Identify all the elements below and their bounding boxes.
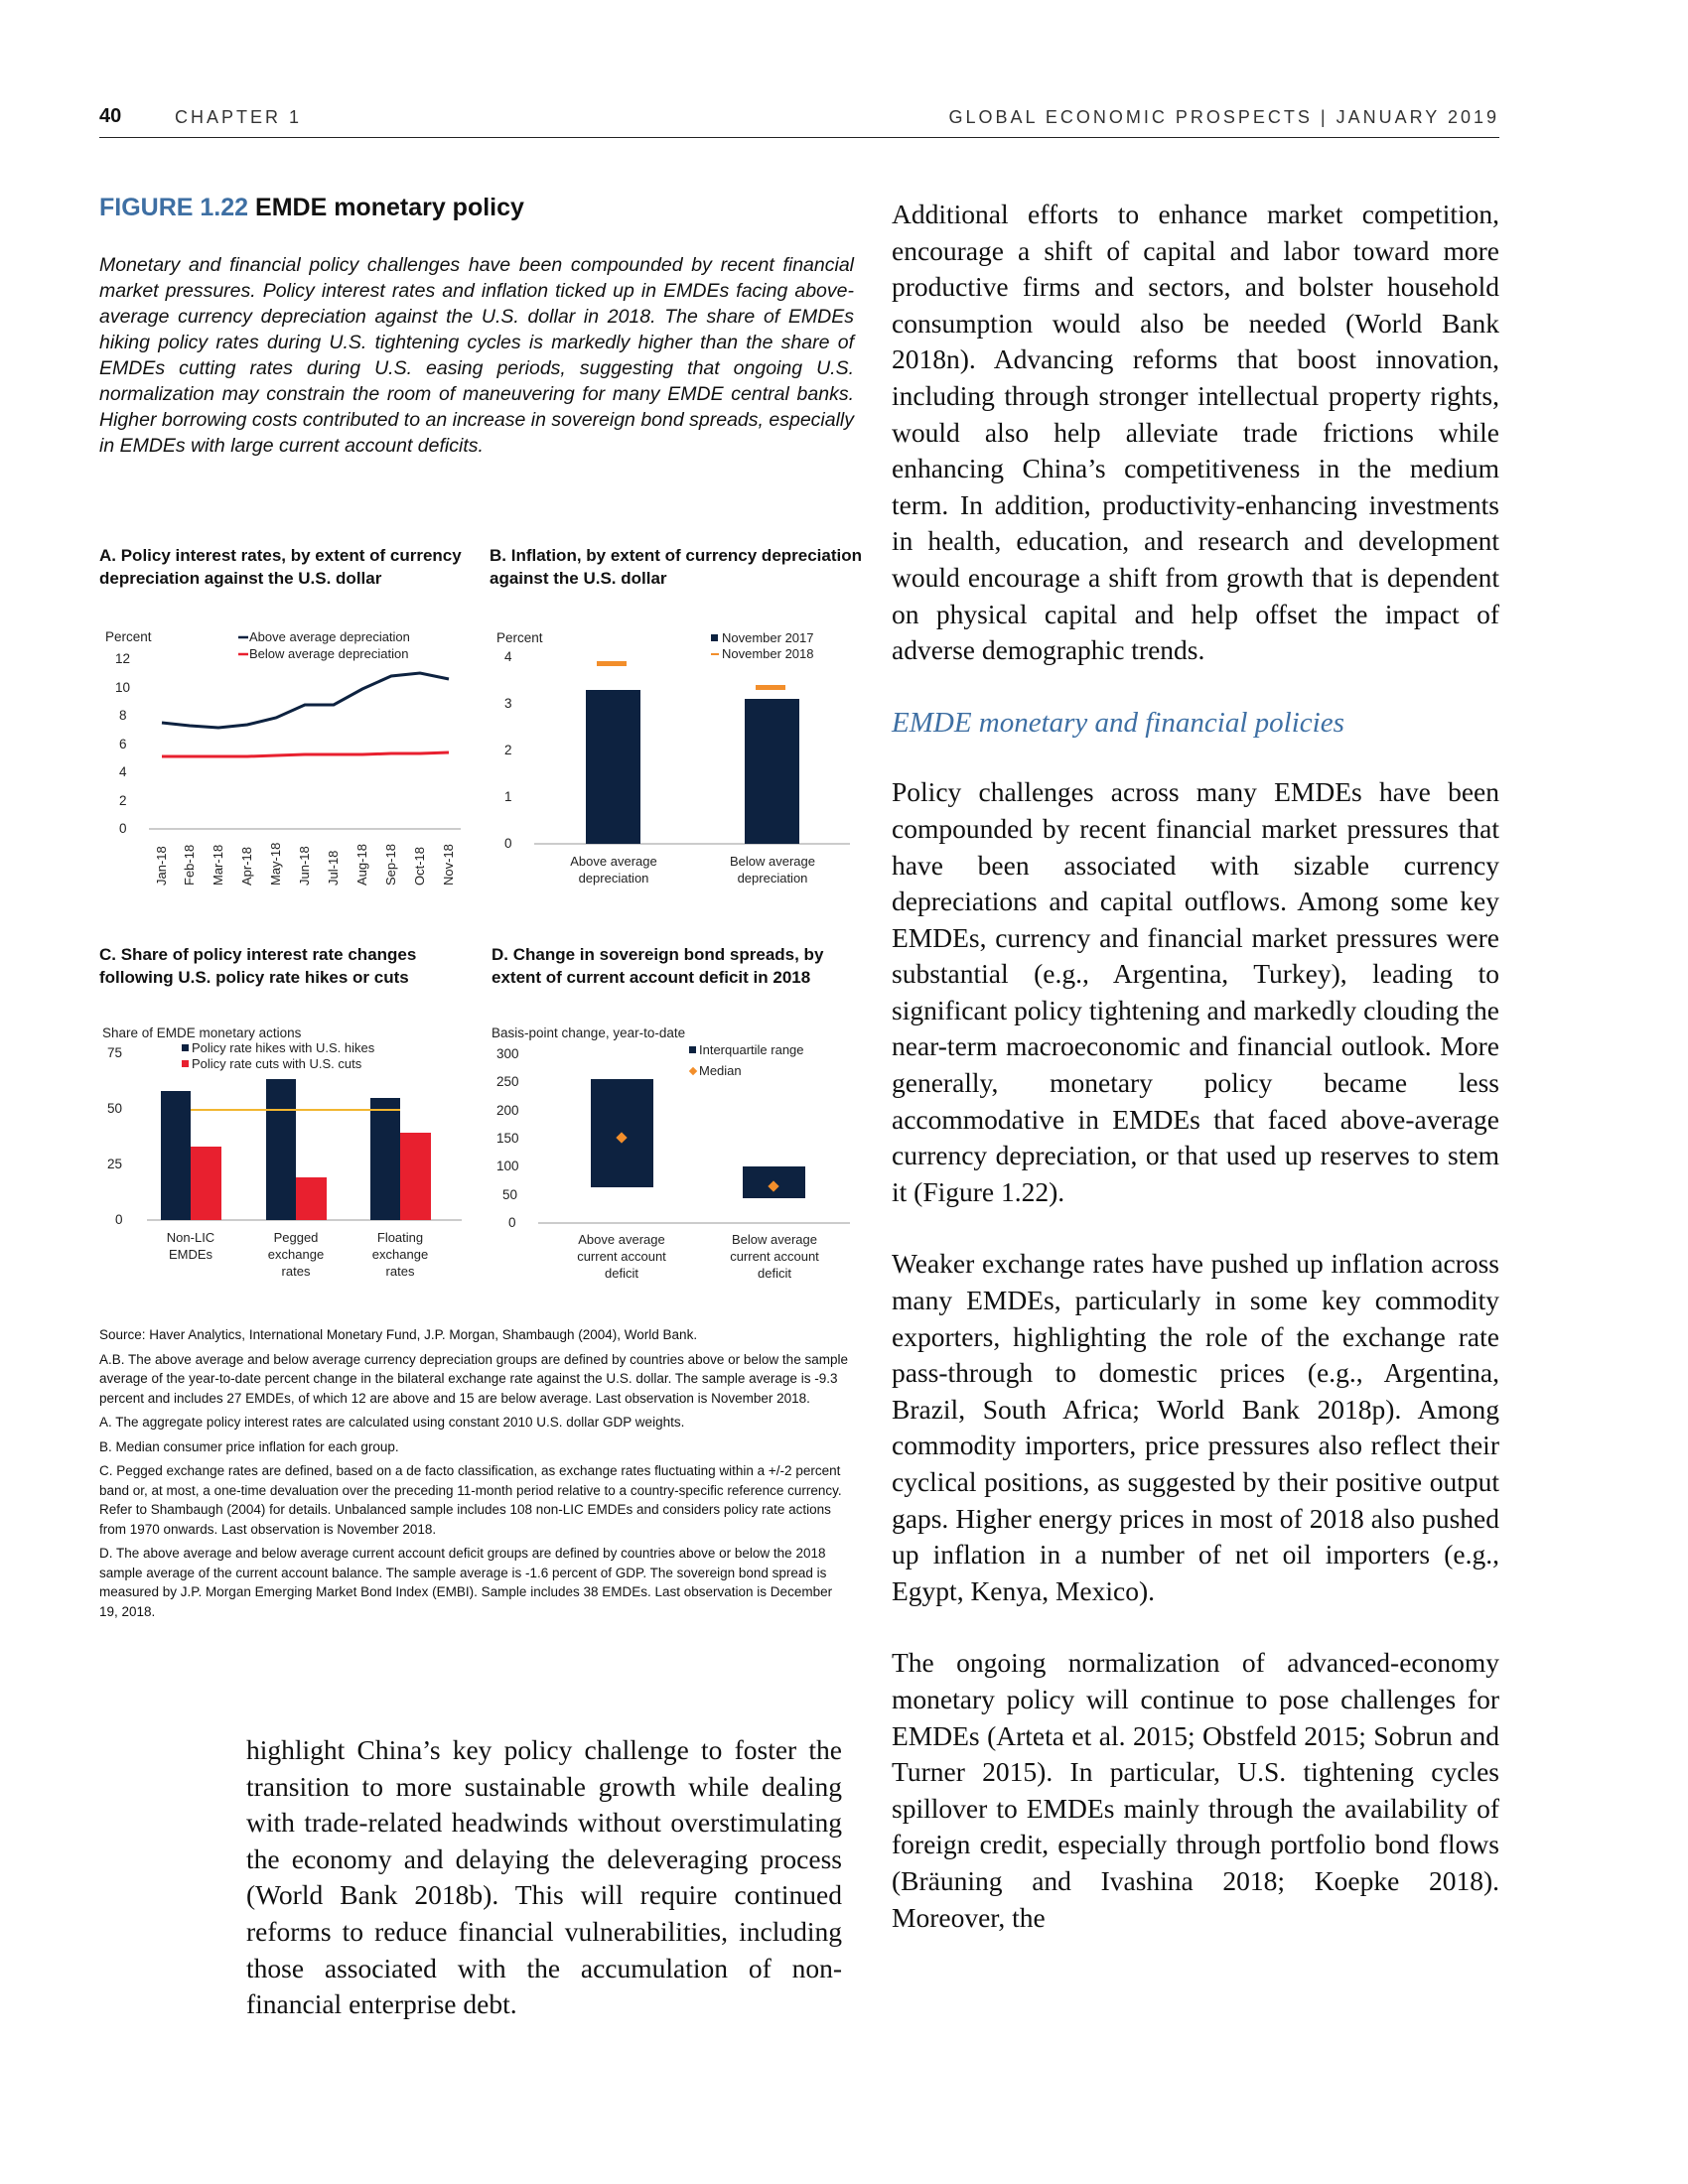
svg-text:3: 3 [504, 696, 512, 711]
line-below-average [162, 752, 449, 756]
svg-text:25: 25 [107, 1157, 123, 1171]
paragraph-normalization: The ongoing normalization of advanced-economy monetary policy will continue to pose challenges for EMDEs (Arteta et al. 2015; Obstfeld 2015; Sobrun and Turner 2015). In particular, U.S. tightening cycles spillover to EMDEs mainly through the availability of foreign credit, especially through portfolio bond flows (Bräuning and Ivashina 2018; Koepke 2018). Moreover, the [892, 1647, 1499, 1933]
figure-notes [99, 1325, 854, 1626]
svg-text:0: 0 [119, 821, 127, 836]
svg-text:Pegged: Pegged [273, 1230, 319, 1245]
panel-b-title: B. Inflation, by extent of currency depreciation against the U.S. dollar [490, 546, 863, 588]
chart-d-legend [689, 1042, 804, 1078]
figure-summary: Monetary and financial policy challenges have been compounded by recent financial market pressures. Policy interest rates and inflation ticked up in EMDEs facing above-average currency depreciation against the U.S. dollar in 2018. The share of EMDEs hiking policy rates during U.S. tightening cycles is markedly higher than the share of EMDEs cutting rates during U.S. easing periods, suggesting that ongoing U.S. normalization may constrain the room of maneuvering for many EMDE central banks. Higher borrowing costs contributed to an increase in sovereign bond spreads, especially in EMDEs with large current account deficits. [99, 254, 854, 457]
svg-text:100: 100 [496, 1159, 519, 1173]
svg-text:2: 2 [504, 743, 512, 757]
chart-d-ylabel: Basis-point change, year-to-date [492, 1025, 686, 1040]
chapter-label: CHAPTER 1 [175, 107, 303, 127]
note-a: A. The aggregate policy interest rates are calculated using constant 2010 U.S. dollar GDP weights. [99, 1415, 685, 1430]
chart-d-yaxis [496, 1046, 519, 1230]
svg-text:Apr-18: Apr-18 [239, 846, 254, 886]
svg-text:0: 0 [508, 1215, 516, 1230]
svg-text:current account: current account [730, 1249, 819, 1264]
publication-title: GLOBAL ECONOMIC PROSPECTS | JANUARY 2019 [948, 107, 1499, 127]
svg-text:Below average: Below average [730, 854, 815, 869]
chart-b-ylabel: Percent [496, 630, 543, 645]
paragraph-competition: Additional efforts to enhance market competition, encourage a shift of capital and labor toward more productive firms and sectors, and bolster household consumption would also be needed (World Bank 2018n). Advancing reforms that boost innovation, including through stronger intellectual property rights, would also help alleviate trade frictions while enhancing China’s competitiveness in the medium term. In addition, productivity-enhancing investments in health, education, and research and development would encourage a shift from growth that is dependent on physical capital and help offset the impact of adverse demographic trends. [892, 199, 1499, 666]
svg-text:depreciation: depreciation [737, 871, 808, 886]
svg-text:November 2017: November 2017 [722, 630, 814, 645]
svg-text:EMDEs: EMDEs [168, 1247, 213, 1262]
svg-text:Feb-18: Feb-18 [182, 844, 197, 886]
marker-above-nov2018 [597, 661, 627, 666]
note-c: C. Pegged exchange rates are defined, based on a de facto classification, as exchange rates fluctuating within a +/-2 percent band or, at most, a one-time devaluation over the preceding 11-month period relative to a country-specific reference currency. Refer to Shambaugh (2004) for details. Unbalanced sample includes 108 non-LIC EMDEs and considers policy rate actions from 1970 onwards. Last observation is November 2018. [99, 1463, 842, 1537]
bar-floating-hikes [370, 1098, 400, 1220]
chart-b-legend [711, 630, 814, 661]
svg-text:November 2018: November 2018 [722, 646, 814, 661]
note-b: B. Median consumer price inflation for each group. [99, 1438, 399, 1454]
svg-text:200: 200 [496, 1103, 519, 1118]
svg-text:Above average: Above average [578, 1232, 665, 1247]
svg-text:Policy rate hikes with U.S. hi: Policy rate hikes with U.S. hikes [192, 1040, 375, 1055]
bar-nonlic-hikes [161, 1091, 191, 1220]
panel-a [99, 544, 477, 590]
panel-b [490, 544, 867, 590]
svg-text:deficit: deficit [605, 1266, 638, 1281]
svg-text:exchange: exchange [371, 1247, 429, 1262]
note-ab: A.B. The above average and below average currency depreciation groups are defined by countries above or below the sample average of the year-to-date percent change in the bilateral exchange rate against the U.S. dollar. The sample average is -9.3 percent and includes 27 EMDEs, of which 12 are above and 15 are below average. Last observation is November 2018. [99, 1351, 848, 1406]
svg-text:depreciation: depreciation [578, 871, 649, 886]
svg-text:250: 250 [496, 1074, 519, 1089]
chart-c-ylabel: Share of EMDE monetary actions [102, 1025, 302, 1040]
panel-c-title: C. Share of policy interest rate changes following U.S. policy rate hikes or cuts [99, 945, 417, 987]
svg-text:0: 0 [504, 836, 512, 851]
svg-text:Below average depreciation: Below average depreciation [249, 646, 409, 661]
svg-text:Sep-18: Sep-18 [383, 844, 398, 886]
panel-c [99, 943, 477, 989]
svg-text:Oct-18: Oct-18 [412, 846, 427, 886]
svg-text:Aug-18: Aug-18 [354, 844, 369, 886]
paragraph-policy-challenges: Policy challenges across many EMDEs have been compounded by recent financial market pressures that have been associated with sizable currency depreciations and capital outflows. Among some key EMDEs, currency and financial market pressures were substantial (e.g., Argentina, Turkey), leading to significant policy tightening and markedly clouding the near-term macroeconomic and financial outlook. More generally, monetary policy became less accommodative in EMDEs that faced above-average currency depreciation, or that used up reserves to stem it (Figure 1.22). [892, 776, 1499, 1207]
running-header [99, 103, 1499, 138]
chart-a-ylabel: Percent [105, 629, 152, 644]
bar-nonlic-cuts [191, 1147, 221, 1220]
bar-above-nov2017 [586, 690, 640, 844]
figure-title [99, 194, 854, 222]
chart-b-xticks [570, 854, 815, 886]
chart-a-policy-rates [99, 625, 477, 903]
svg-text:8: 8 [119, 708, 127, 723]
panel-d [492, 943, 869, 989]
chart-c-yaxis [107, 1045, 123, 1227]
svg-text:current account: current account [577, 1249, 666, 1264]
svg-text:Below average: Below average [732, 1232, 817, 1247]
right-column [892, 197, 1499, 1972]
chart-c-share [99, 1023, 477, 1300]
note-d: D. The above average and below average current account deficit groups are defined by countries above or below the 2018 sample average of the current account balance. The sample average is -1.6 percent of GDP. The sovereign bond spread is measured by J.P. Morgan Emerging Market Bond Index (EMBI). Sample includes 38 EMDEs. Last observation is December 19, 2018. [99, 1546, 833, 1619]
figure-name: EMDE monetary policy [255, 194, 524, 221]
figure-number: FIGURE 1.22 [99, 194, 249, 221]
bar-floating-cuts [400, 1133, 431, 1220]
note-source: Source: Haver Analytics, International Monetary Fund, J.P. Morgan, Shambaugh (2004), World Bank. [99, 1327, 698, 1342]
svg-text:Jul-18: Jul-18 [326, 850, 341, 886]
svg-text:Jan-18: Jan-18 [154, 846, 169, 886]
svg-text:Jun-18: Jun-18 [297, 846, 312, 886]
svg-text:Median: Median [699, 1063, 742, 1078]
svg-text:Non-LIC: Non-LIC [166, 1230, 215, 1245]
svg-text:exchange: exchange [267, 1247, 325, 1262]
svg-text:May-18: May-18 [268, 842, 283, 886]
marker-below-nov2018 [756, 685, 785, 690]
bar-pegged-hikes [266, 1079, 296, 1220]
figure-box [99, 194, 854, 459]
svg-text:Above average depreciation: Above average depreciation [249, 629, 410, 644]
svg-text:Policy rate cuts with U.S. cut: Policy rate cuts with U.S. cuts [192, 1056, 362, 1071]
chart-a-xticks [154, 843, 456, 886]
svg-text:2: 2 [119, 793, 127, 808]
svg-text:rates: rates [281, 1264, 311, 1279]
panel-d-title: D. Change in sovereign bond spreads, by extent of current account deficit in 2018 [492, 945, 824, 987]
chart-d-xticks [577, 1232, 819, 1281]
svg-text:4: 4 [119, 764, 127, 779]
svg-text:1: 1 [504, 789, 512, 804]
svg-text:Interquartile range: Interquartile range [699, 1042, 804, 1057]
svg-text:Above average: Above average [570, 854, 657, 869]
svg-text:4: 4 [504, 649, 512, 664]
bar-below-nov2017 [745, 699, 799, 844]
bar-pegged-cuts [296, 1177, 327, 1220]
left-body-text: highlight China’s key policy challenge to foster the transition to more sustainable growth while dealing with trade-related headwinds without overstimulating the economy and delaying the deleveraging process (World Bank 2018b). This will require continued reforms to reduce financial vulnerabilities, including those associated with the accumulation of non-financial enterprise debt. [246, 1734, 842, 2020]
svg-text:0: 0 [115, 1212, 123, 1227]
svg-text:300: 300 [496, 1046, 519, 1061]
svg-text:50: 50 [107, 1101, 123, 1116]
svg-text:deficit: deficit [758, 1266, 791, 1281]
chart-d-spreads [487, 1023, 864, 1300]
svg-text:50: 50 [502, 1187, 518, 1202]
paragraph-exchange-rates: Weaker exchange rates have pushed up inflation across many EMDEs, particularly in some key commodity exporters, highlighting the role of the exchange rate pass-through to domestic prices (e.g., Argentina, Brazil, South Africa; World Bank 2018p). Among commodity importers, price pressures also reflect their cyclical positions, as suggested by their positive output gaps. Higher energy prices in most of 2018 also pushed up inflation in a number of net oil importers (e.g., Egypt, Kenya, Mexico). [892, 1248, 1499, 1606]
page-number: 40 [99, 105, 122, 127]
chart-a-yaxis [115, 651, 130, 836]
panel-a-title: A. Policy interest rates, by extent of currency depreciation against the U.S. dollar [99, 546, 462, 588]
svg-text:10: 10 [115, 680, 131, 695]
chart-c-xticks [167, 1230, 428, 1279]
chart-b-yaxis [504, 649, 512, 851]
chart-b-inflation [487, 625, 864, 903]
section-heading: EMDE monetary and financial policies [892, 706, 1344, 739]
chart-c-legend [182, 1040, 375, 1071]
svg-text:Mar-18: Mar-18 [211, 844, 225, 886]
svg-text:75: 75 [107, 1045, 123, 1060]
svg-text:6: 6 [119, 737, 127, 751]
line-above-average [162, 673, 449, 728]
svg-text:Nov-18: Nov-18 [441, 844, 456, 886]
chart-a-legend [238, 629, 410, 661]
svg-text:rates: rates [385, 1264, 415, 1279]
svg-text:150: 150 [496, 1131, 519, 1146]
svg-text:Floating: Floating [376, 1230, 424, 1245]
svg-text:12: 12 [115, 651, 131, 666]
